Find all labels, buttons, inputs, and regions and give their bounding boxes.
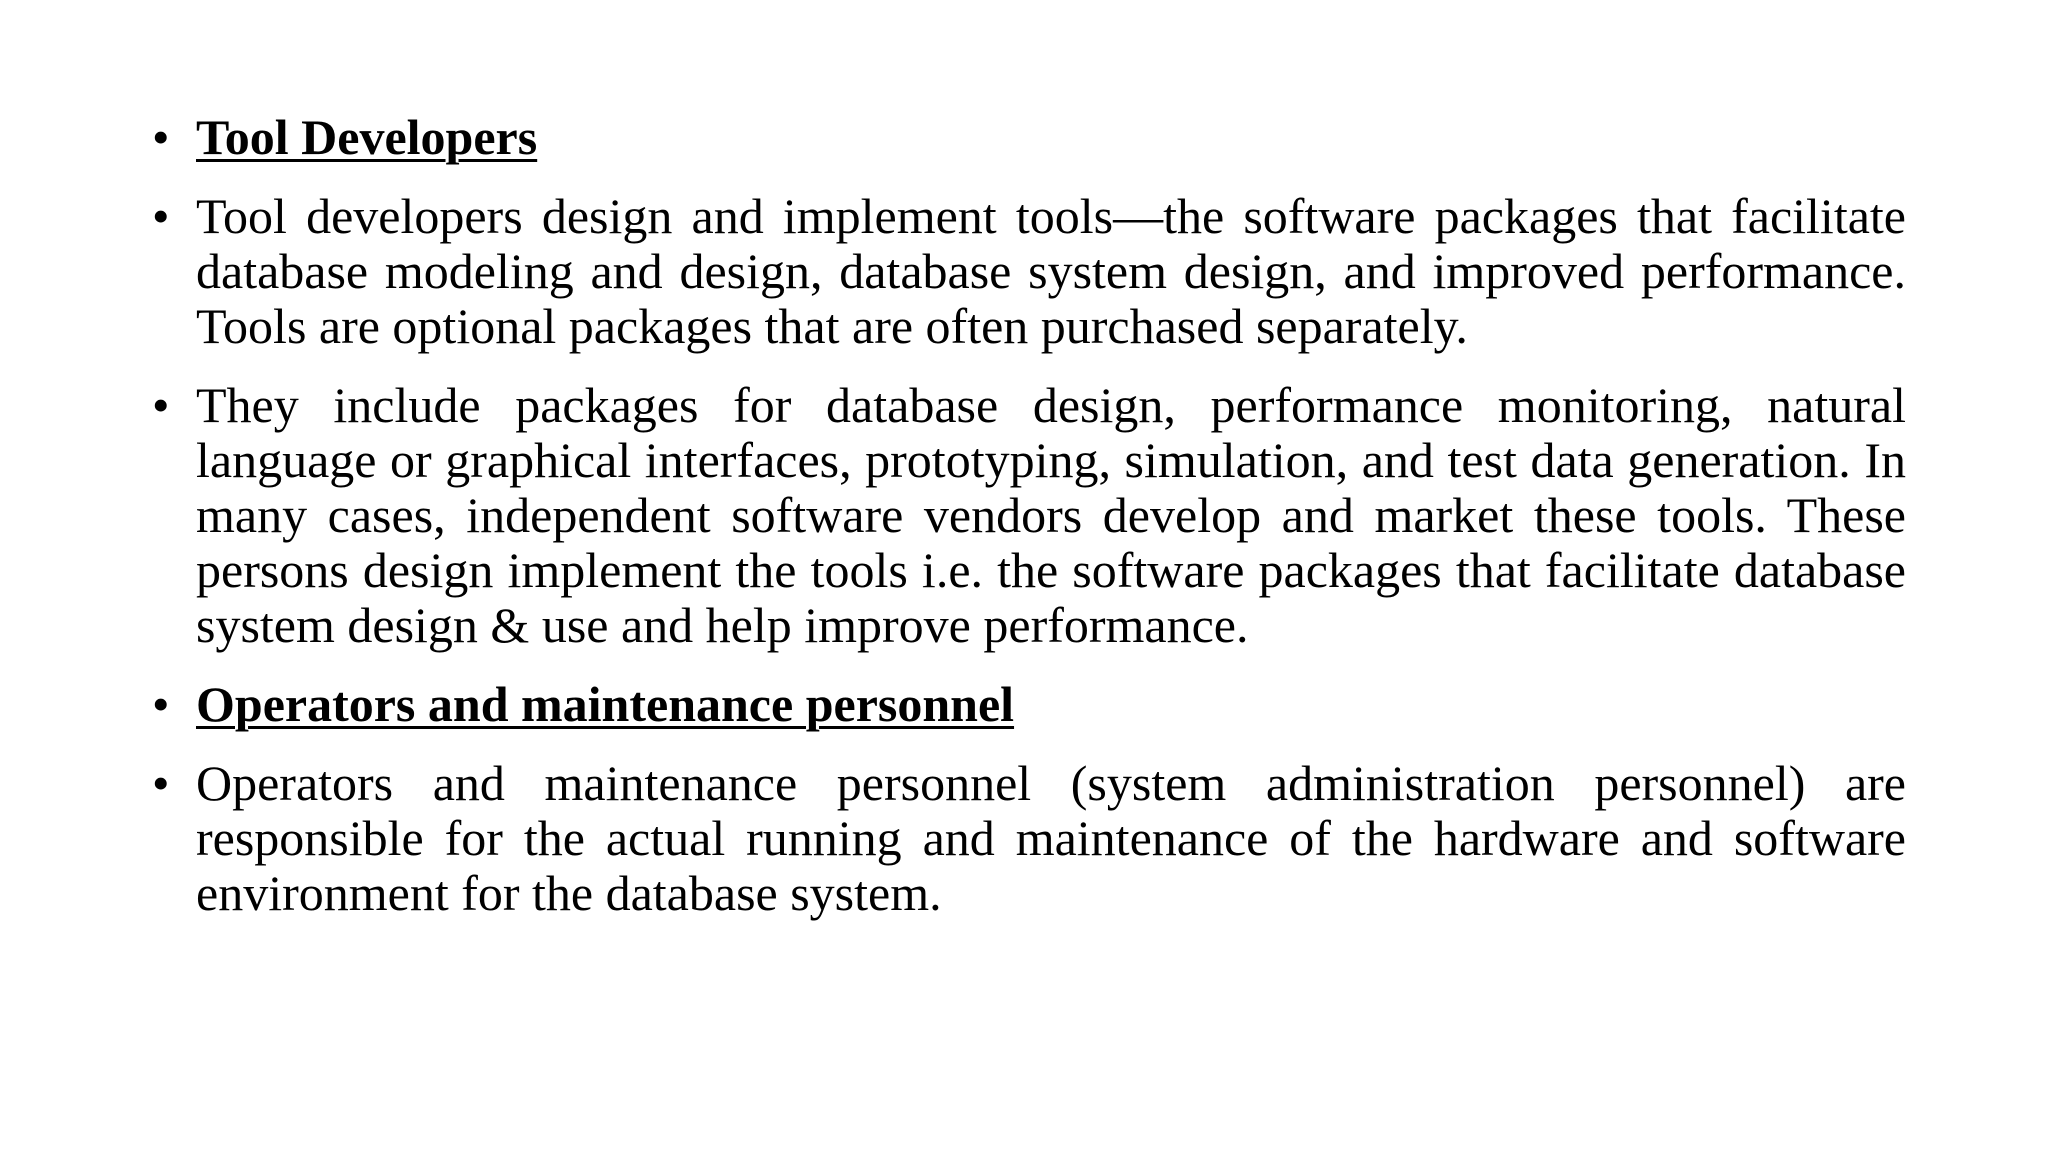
bullet-dot: • bbox=[152, 377, 170, 433]
paragraph-operators-definition bbox=[152, 756, 1906, 921]
bullet-dot: • bbox=[152, 109, 170, 165]
bullet-dot: • bbox=[152, 676, 170, 732]
paragraph-text: Operators and maintenance personnel (system administration personnel) are responsible for the actual running and maintenance of the hardware and software environment for the database system. bbox=[196, 755, 1906, 921]
heading-tool-developers bbox=[152, 110, 1906, 165]
paragraph-text: They include packages for database design, performance monitoring, natural language or graphical interfaces, prototyping, simulation, and test data generation. In many cases, independent software vendors develop and market these tools. These persons design implement the tools i.e. the software packages that facilitate database system design & use and help improve performance. bbox=[196, 377, 1906, 653]
heading-text: Tool Developers bbox=[196, 109, 538, 165]
heading-text: Operators and maintenance personnel bbox=[196, 676, 1015, 732]
heading-operators-maintenance bbox=[152, 677, 1906, 732]
paragraph-text: Tool developers design and implement tools—the software packages that facilitate database modeling and design, database system design, and improved performance. Tools are optional packages that are often purchased separately. bbox=[196, 188, 1906, 354]
paragraph-tool-developers-definition bbox=[152, 189, 1906, 354]
bullet-list bbox=[152, 110, 1906, 945]
bullet-dot: • bbox=[152, 755, 170, 811]
bullet-dot: • bbox=[152, 188, 170, 244]
paragraph-tool-packages bbox=[152, 378, 1906, 653]
